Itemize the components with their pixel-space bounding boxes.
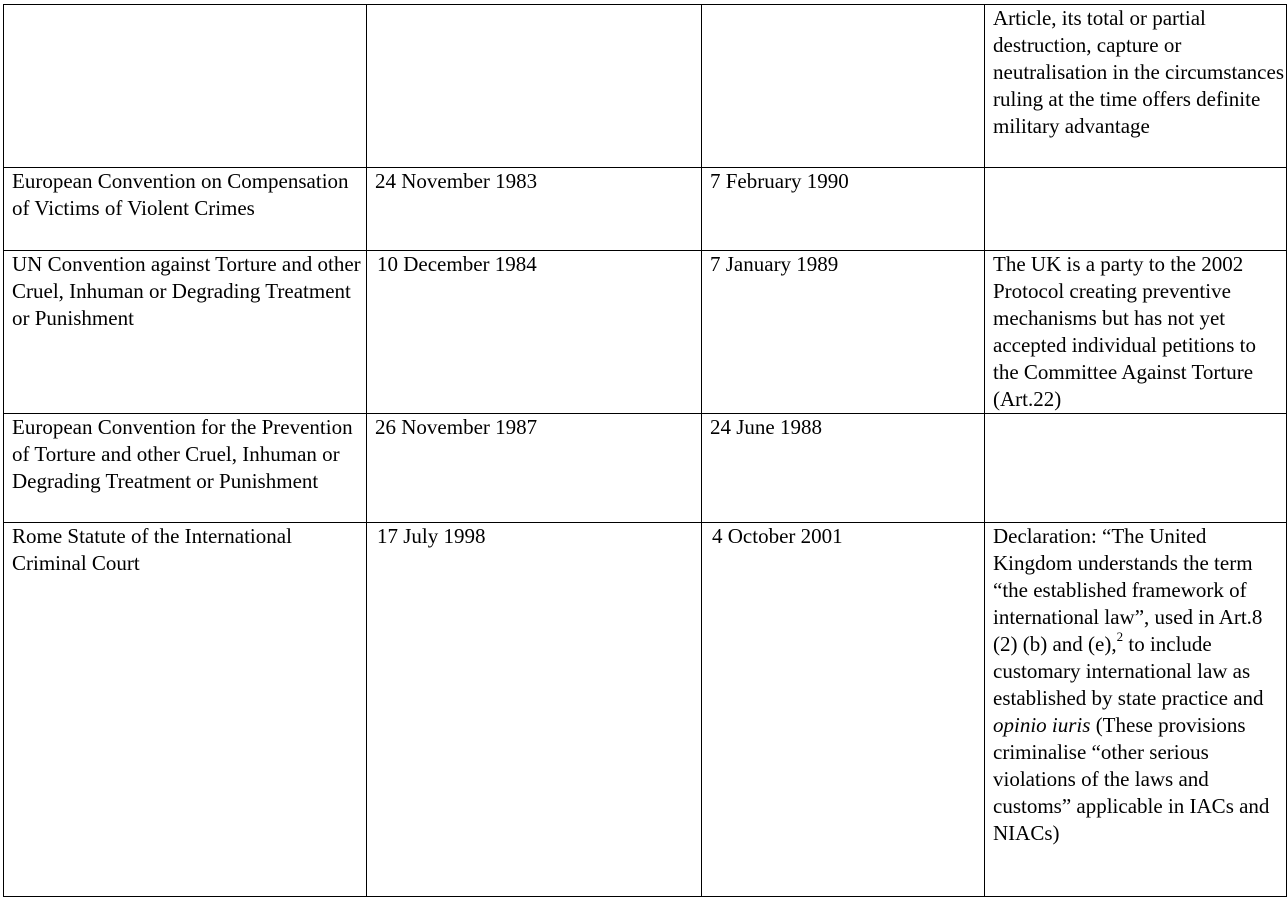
treaty-name-cell: European Convention on Compensation of Victims of Violent Crimes [4, 168, 367, 251]
table-row [4, 251, 1287, 414]
footnote-reference: 2 [1116, 629, 1124, 644]
remarks-cell: Article, its total or partial destruction, capture or neutralisation in the circumstances ruling at the time offers definite military advantage [985, 5, 1287, 168]
signature-date-cell: 26 November 1987 [367, 414, 702, 523]
table-row [4, 168, 1287, 251]
ratification-date-cell: 7 January 1989 [702, 251, 985, 414]
remarks-cell [985, 523, 1287, 897]
remarks-cell: The UK is a party to the 2002 Protocol creating preventive mechanisms but has not yet accepted individual petitions to the Committee Against Torture (Art.22) [985, 251, 1287, 414]
signature-date-cell [367, 5, 702, 168]
declaration-text-continued: to include customary international law as established by state practice and [993, 632, 1264, 710]
ratification-date-cell [702, 5, 985, 168]
signature-date-cell: 17 July 1998 [367, 523, 702, 897]
ratification-date-cell: 24 June 1988 [702, 414, 985, 523]
signature-date-cell: 24 November 1983 [367, 168, 702, 251]
remarks-cell [985, 414, 1287, 523]
table-row [4, 5, 1287, 168]
table-row [4, 523, 1287, 897]
treaty-name-cell [4, 5, 367, 168]
treaty-table [3, 4, 1287, 897]
ratification-date-cell: 7 February 1990 [702, 168, 985, 251]
treaty-name-cell: Rome Statute of the International Criminal Court [4, 523, 367, 897]
latin-term: opinio iuris [993, 713, 1091, 737]
treaty-name-cell: UN Convention against Torture and other Cruel, Inhuman or Degrading Treatment or Punishment [4, 251, 367, 414]
remarks-cell [985, 168, 1287, 251]
table-row [4, 414, 1287, 523]
signature-date-cell: 10 December 1984 [367, 251, 702, 414]
treaty-name-cell: European Convention for the Prevention of Torture and other Cruel, Inhuman or Degrading Treatment or Punishment [4, 414, 367, 523]
declaration-explanation: (These provisions criminalise “other serious violations of the laws and customs” applicable in IACs and NIACs) [993, 713, 1270, 845]
declaration-text: Declaration: “The United Kingdom understands the term “the established framework of international law”, used in Art.8 (2) (b) and (e), [993, 524, 1263, 656]
ratification-date-cell: 4 October 2001 [702, 523, 985, 897]
